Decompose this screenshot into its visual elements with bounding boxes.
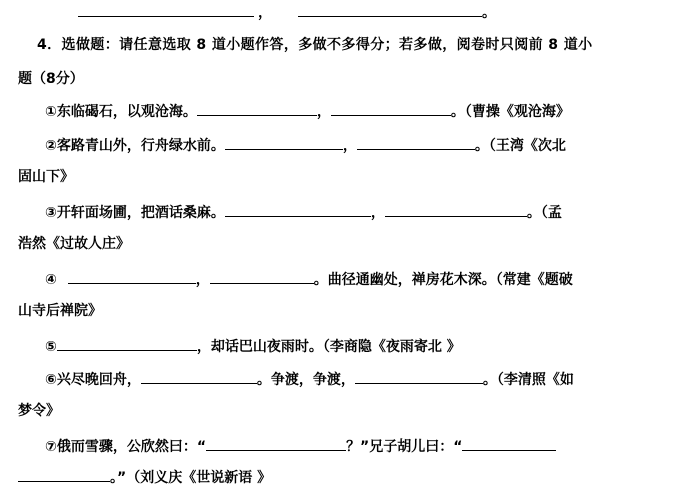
answer-blank[interactable]	[331, 101, 451, 116]
q2-sep: ，	[342, 138, 357, 154]
answer-blank[interactable]	[355, 369, 483, 384]
answer-blank[interactable]	[141, 369, 257, 384]
answer-blank[interactable]	[462, 436, 556, 451]
answer-blank[interactable]	[206, 436, 346, 451]
q7-before: ⑦俄而雪骤，公欣然曰：“	[45, 439, 207, 455]
q2-before: ②客路青山外，行舟绿水前。	[45, 138, 225, 154]
instruction-text: 4．选做题：请任意选取 8 道小题作答，多做不多得分；若多做，阅卷时只阅前 8 道小	[37, 37, 593, 53]
instruction-line	[37, 36, 593, 54]
q2-cont-text: 固山下》	[18, 169, 74, 185]
question-4	[45, 269, 573, 289]
q3-cont-text: 浩然《过故人庄》	[18, 236, 130, 252]
answer-blank[interactable]	[197, 101, 317, 116]
question-6	[45, 369, 574, 389]
question-6-cont	[18, 402, 60, 420]
q6-cont-text: 梦令》	[18, 403, 60, 419]
q4-cont-text: 山寺后禅院》	[18, 303, 102, 319]
q4-before: ④	[45, 272, 62, 288]
question-3-cont	[18, 235, 130, 253]
answer-blank[interactable]	[298, 2, 482, 17]
answer-blank[interactable]	[18, 467, 110, 482]
answer-blank[interactable]	[225, 202, 371, 217]
answer-blank[interactable]	[210, 269, 314, 284]
q6-mid: 。争渡，争渡，	[256, 372, 355, 388]
q1-after: 。（曹操《观沧海》	[450, 104, 570, 120]
question-3	[45, 202, 562, 222]
q6-after: 。（李清照《如	[482, 372, 574, 388]
q1-before: ①东临碣石，以观沧海。	[45, 104, 197, 120]
line-top-blanks	[78, 2, 496, 22]
answer-blank[interactable]	[357, 135, 475, 150]
q2-after: 。（王湾《次北	[474, 138, 566, 154]
q3-before: ③开轩面场圃，把酒话桑麻。	[45, 205, 225, 221]
question-1	[45, 101, 570, 121]
answer-blank[interactable]	[225, 135, 343, 150]
instruction-line-2	[18, 70, 84, 88]
question-7	[45, 436, 556, 456]
q7-after: 。”（刘义庆《世说新语 》	[110, 470, 272, 486]
question-5	[45, 336, 461, 356]
question-2-cont	[18, 168, 74, 186]
q5-before: ⑤	[45, 339, 57, 355]
answer-blank[interactable]	[385, 202, 527, 217]
question-4-cont	[18, 302, 102, 320]
q3-sep: ，	[370, 205, 385, 221]
answer-blank[interactable]	[57, 336, 197, 351]
q3-after: 。（孟	[526, 205, 562, 221]
answer-blank[interactable]	[68, 269, 196, 284]
q5-after: ，却话巴山夜雨时。（李商隐《夜雨寄北 》	[196, 339, 461, 355]
instruction-text-2: 题（8分）	[18, 71, 84, 87]
q4-sep: ，	[195, 272, 210, 288]
q7-mid: ？”兄子胡儿曰：“	[346, 439, 463, 455]
q4-after: 。曲径通幽处，禅房花木深。（常建《题破	[313, 272, 573, 288]
line-end: 。	[482, 5, 496, 21]
q6-before: ⑥兴尽晚回舟，	[45, 372, 141, 388]
answer-blank[interactable]	[78, 2, 254, 17]
q1-sep: ，	[316, 104, 331, 120]
separator: ，	[258, 5, 272, 21]
question-2	[45, 135, 566, 155]
question-7-cont	[18, 467, 271, 487]
